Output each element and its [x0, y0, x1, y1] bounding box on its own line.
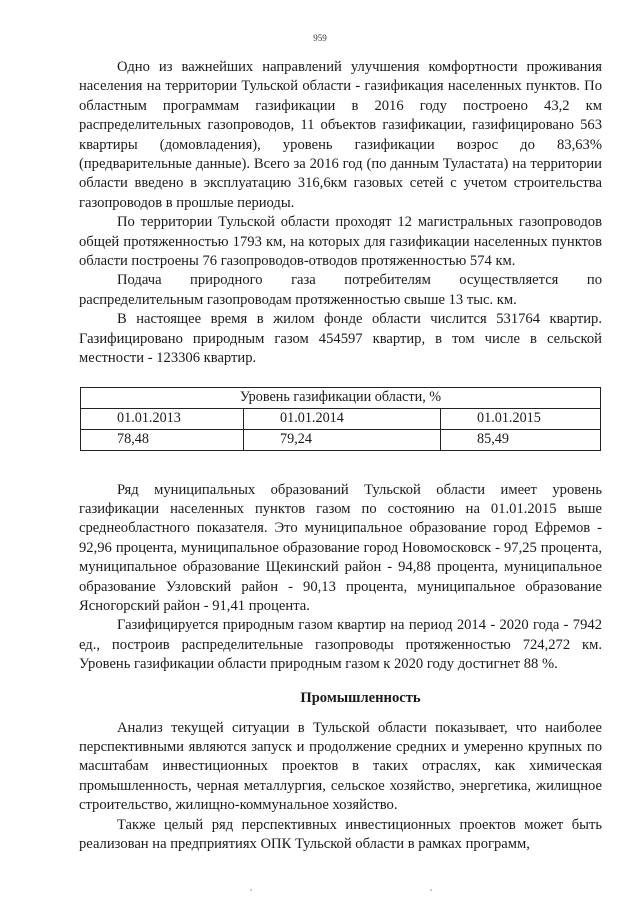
section-heading: Промышленность — [300, 689, 421, 706]
document-body — [79, 58, 602, 854]
table-date-cell: 01.01.2015 — [441, 408, 601, 429]
table-date-cell: 01.01.2014 — [244, 408, 441, 429]
table-caption: Уровень газификации области, % — [81, 387, 601, 408]
paragraph-main-pipelines: По территории Тульской области проходят 12 магистральных газопроводов общей протяженностью 1793 км, на которых для газификации населенных пунктов области построены 76 газопроводов-отводов протяженностью 574 км. — [79, 214, 602, 270]
scan-dot — [430, 889, 432, 891]
table-value-cell: 85,49 — [441, 429, 601, 450]
paragraph-housing-stock: В настоящее время в жилом фонде области числится 531764 квартир. Газифицировано природным газом 454597 квартир, в том числе в сельской местности - 123306 квартир. — [79, 311, 602, 367]
paragraph-gasification-plan: Газифицируется природным газом квартир на период 2014 - 2020 года - 7942 ед., построив распределительные газопроводы протяженностью 724,272 км. Уровень газификации области природным газом к 2020 году достигнет 88 %. — [79, 617, 602, 673]
table-value-cell: 79,24 — [244, 429, 441, 450]
paragraph-investment-projects: Также целый ряд перспективных инвестиционных проектов может быть реализован на предприятиях ОПК Тульской области в рамках программ, — [79, 816, 602, 852]
gasification-level-table — [80, 387, 601, 451]
table-value-cell: 78,48 — [81, 429, 244, 450]
table-caption-row — [81, 387, 601, 408]
scan-artifacts — [0, 889, 640, 895]
paragraph-gas-supply: Подача природного газа потребителям осуществляется по распределительным газопроводам протяженностью свыше 13 тыс. км. — [79, 272, 602, 308]
paragraph-municipalities: Ряд муниципальных образований Тульской области имеет уровень газификации населенных пунктов газом по состоянию на 01.01.2015 выше среднеобластного показателя. Это муниципальное образование город Ефремов - 92,96 процента, муниципальное образование город Новомосковск - 97,25 процента, муниципальное образование Щекинский район - 94,88 процента, муниципальное образование Узловский район - 90,13 процента, муниципальное образование Ясногорский район - 91,41 процента. — [79, 481, 602, 614]
table-date-cell: 01.01.2013 — [81, 408, 244, 429]
scan-dot — [250, 889, 252, 891]
table-row — [81, 408, 601, 429]
paragraph-gasification-intro: Одно из важнейших направлений улучшения комфортности проживания населения на территории Тульской области - газификация населенных пунктов. По областным программам газификации в 2016 году построено 43,2 км распределительных газопроводов, 11 объектов газификации, газифицировано 563 квартиры (домовладения), уровень газификации возрос до 83,63% (предварительные данные). Всего за 2016 год (по данным Туластата) на территории области введено в эксплуатацию 316,6км газовых сетей с учетом строительства газопроводов в прошлые периоды. — [79, 59, 602, 211]
table-row — [81, 429, 601, 450]
paragraph-industry-analysis: Анализ текущей ситуации в Тульской области показывает, что наиболее перспективными являются запуск и продолжение средних и умеренно крупных по масштабам инвестиционных проектов в таких отраслях, как химическая промышленность, черная металлургия, сельское хозяйство, энергетика, жилищное строительство, жилищно-коммунальное хозяйство. — [79, 719, 602, 814]
page-number: 959 — [313, 33, 327, 43]
